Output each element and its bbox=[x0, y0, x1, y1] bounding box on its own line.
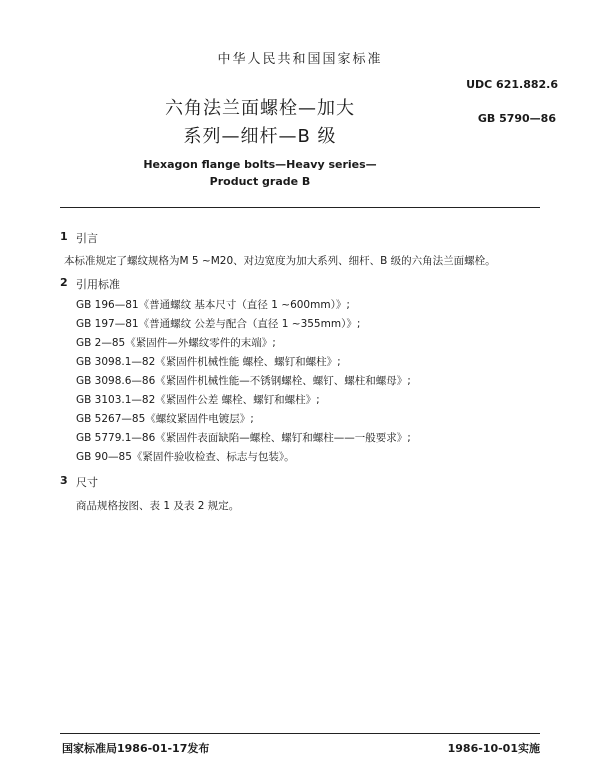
section-paragraph: 商品规格按图、表 1 及表 2 规定。 bbox=[76, 500, 240, 512]
section-title: 引用标准 bbox=[76, 278, 120, 291]
reference-item: GB 3098.6—86《紧固件机械性能—不锈钢螺栓、螺钉、螺柱和螺母》; bbox=[76, 375, 411, 387]
title-divider-rule bbox=[60, 207, 540, 208]
reference-item: GB 3103.1—82《紧固件公差 螺栓、螺钉和螺柱》; bbox=[76, 394, 320, 406]
reference-item: GB 90—85《紧固件验收检查、标志与包装》。 bbox=[76, 451, 295, 463]
section-number: 1 bbox=[60, 230, 68, 243]
title-cn-line-2: 系列—细杆—B 级 bbox=[183, 126, 337, 147]
section-number: 2 bbox=[60, 276, 68, 289]
section-paragraph: 本标准规定了螺纹规格为M 5 ~M20、对边宽度为加大系列、细杆、B 级的六角法兰面螺栓。 bbox=[64, 255, 496, 267]
title-cn-line-1: 六角法兰面螺栓—加大 bbox=[165, 98, 355, 119]
section-title: 引言 bbox=[76, 232, 98, 245]
reference-item: GB 196—81《普通螺纹 基本尺寸（直径 1 ~600mm）》; bbox=[76, 299, 350, 311]
udc-number: UDC 621.882.6 bbox=[466, 78, 558, 91]
gb-standard-number: GB 5790—86 bbox=[477, 112, 556, 125]
section-title: 尺寸 bbox=[76, 476, 98, 489]
standard-category-heading: 中华人民共和国国家标准 bbox=[217, 52, 383, 67]
reference-item: GB 197—81《普通螺纹 公差与配合（直径 1 ~355mm）》; bbox=[76, 318, 361, 330]
issue-date: 国家标准局1986-01-17发布 bbox=[62, 742, 210, 755]
title-en-line-1: Hexagon flange bolts—Heavy series— bbox=[143, 158, 377, 171]
footer-divider-rule bbox=[60, 733, 540, 734]
reference-item: GB 5779.1—86《紧固件表面缺陷—螺栓、螺钉和螺柱——一般要求》; bbox=[76, 432, 411, 444]
reference-item: GB 2—85《紧固件—外螺纹零件的末端》; bbox=[76, 337, 276, 349]
reference-item: GB 3098.1—82《紧固件机械性能 螺栓、螺钉和螺柱》; bbox=[76, 356, 341, 368]
reference-item: GB 5267—85《螺纹紧固件电镀层》; bbox=[76, 413, 254, 425]
title-en-line-2: Product grade B bbox=[209, 175, 311, 188]
section-number: 3 bbox=[60, 474, 68, 487]
effective-date: 1986-10-01实施 bbox=[447, 742, 540, 755]
